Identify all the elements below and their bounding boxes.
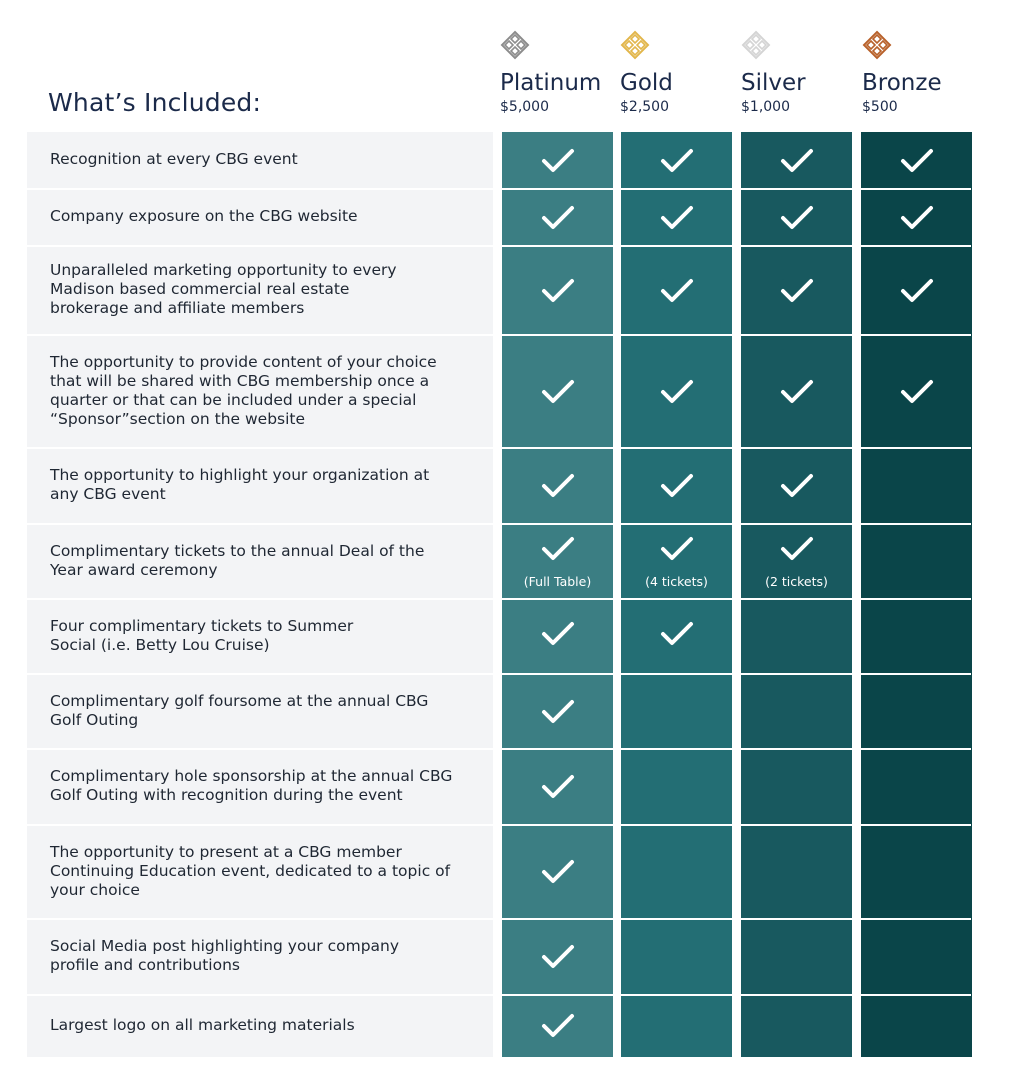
feature-label: Complimentary hole sponsorship at the annual CBG Golf Outing with recognition during the event <box>50 767 453 804</box>
row-divider <box>27 918 971 920</box>
row-divider <box>27 188 971 190</box>
check-icon <box>541 148 575 174</box>
check-icon <box>780 379 814 405</box>
check-icon <box>660 205 694 231</box>
feature-label: The opportunity to highlight your organization at any CBG event <box>50 466 430 503</box>
diamond-gem-icon <box>500 30 530 60</box>
row-divider <box>27 748 971 750</box>
row-divider <box>27 523 971 525</box>
check-icon <box>780 473 814 499</box>
ticket-note: (2 tickets) <box>765 573 828 589</box>
check-icon <box>541 205 575 231</box>
tier-name: Platinum <box>500 70 602 96</box>
check-icon <box>660 621 694 647</box>
row-divider <box>27 994 971 996</box>
feature-label: Largest logo on all marketing materials <box>50 1015 355 1034</box>
check-icon <box>780 278 814 304</box>
check-icon <box>780 536 814 562</box>
tier-price: $500 <box>862 99 898 115</box>
tier-price: $2,500 <box>620 99 669 115</box>
row-divider <box>27 447 971 449</box>
tier-silver <box>741 30 861 116</box>
tier-price: $1,000 <box>741 99 790 115</box>
check-icon <box>541 278 575 304</box>
tier-name: Bronze <box>862 70 942 96</box>
tier-platinum <box>500 30 620 116</box>
check-icon <box>660 379 694 405</box>
check-icon <box>541 536 575 562</box>
feature-label: Unparalleled marketing opportunity to every Madison based commercial real estate brokerage and affiliate members <box>50 261 397 317</box>
tier-bronze <box>862 30 982 116</box>
diamond-gem-icon <box>620 30 650 60</box>
feature-label: Complimentary tickets to the annual Deal of the Year award ceremony <box>50 541 425 579</box>
ticket-note: (4 tickets) <box>645 573 708 589</box>
check-icon <box>900 379 934 405</box>
row-divider <box>27 334 971 336</box>
check-icon <box>660 278 694 304</box>
check-icon <box>541 774 575 800</box>
check-icon <box>780 148 814 174</box>
row-divider <box>27 245 971 247</box>
feature-label: Company exposure on the CBG website <box>50 207 358 225</box>
feature-label: The opportunity to present at a CBG member Continuing Education event, dedicated to a topic of your choice <box>50 842 451 899</box>
check-icon <box>541 473 575 499</box>
feature-label: Social Media post highlighting your company profile and contributions <box>50 937 400 974</box>
check-icon <box>900 205 934 231</box>
page-title: What’s Included: <box>48 88 262 117</box>
tier-price: $5,000 <box>500 99 549 115</box>
check-icon <box>541 1013 575 1039</box>
check-icon <box>541 699 575 725</box>
check-icon <box>541 621 575 647</box>
row-divider <box>27 824 971 826</box>
check-icon <box>660 536 694 562</box>
check-icon <box>900 278 934 304</box>
row-divider <box>27 598 971 600</box>
check-icon <box>541 859 575 885</box>
feature-label: The opportunity to provide content of your choice that will be shared with CBG membership once a quarter or that can be included under a special “Sponsor”section on the website <box>50 352 437 428</box>
check-icon <box>541 379 575 405</box>
check-icon <box>541 944 575 970</box>
diamond-gem-icon <box>741 30 771 60</box>
check-icon <box>660 148 694 174</box>
tier-name: Gold <box>620 70 673 96</box>
feature-label: Four complimentary tickets to Summer Social (i.e. Betty Lou Cruise) <box>50 616 354 654</box>
row-divider <box>27 673 971 675</box>
check-icon <box>780 205 814 231</box>
diamond-gem-icon <box>862 30 892 60</box>
check-icon <box>900 148 934 174</box>
check-icon <box>660 473 694 499</box>
feature-label: Complimentary golf foursome at the annual CBG Golf Outing <box>50 691 429 729</box>
tier-name: Silver <box>741 70 806 96</box>
tier-gold <box>620 30 740 116</box>
ticket-note: (Full Table) <box>523 573 592 589</box>
feature-label: Recognition at every CBG event <box>50 150 298 168</box>
